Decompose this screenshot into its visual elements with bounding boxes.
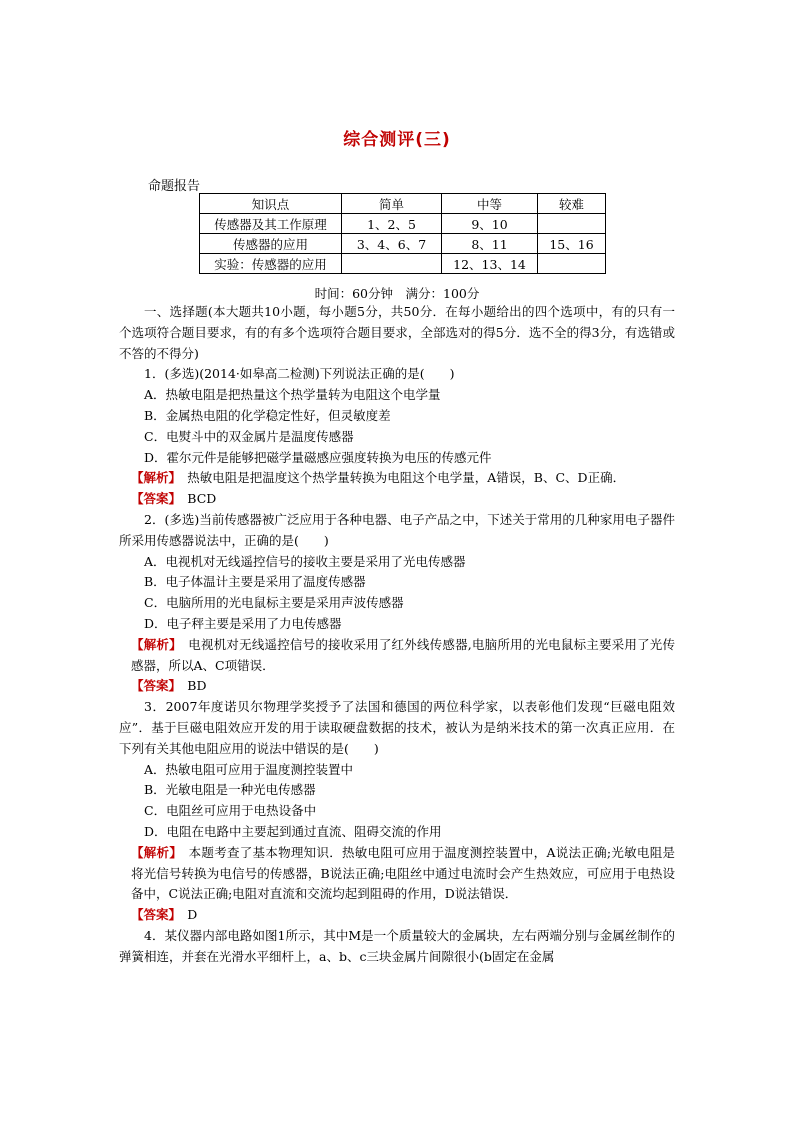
table-cell: 15、16 [538, 234, 606, 254]
question-stem: 4．某仪器内部电路如图1所示，其中M是一个质量较大的金属块，左右两端分别与金属丝制作的弹簧相连，并套在光滑水平细杆上，a、b、c三块金属片间隙很小(b固定在金属 [119, 927, 675, 964]
answer-tag: 【答案】 [131, 907, 175, 923]
question-option: C．电熨斗中的双金属片是温度传感器 [144, 428, 354, 444]
question-option: C．电脑所用的光电鼠标主要是采用声波传感器 [144, 595, 404, 611]
table-cell [342, 254, 442, 274]
table-header-cell: 中等 [442, 194, 538, 214]
answer-block [119, 489, 675, 510]
analysis-tag: 【解析】 [131, 844, 176, 860]
question-option: B．金属热电阻的化学稳定性好，但灵敏度差 [144, 407, 391, 423]
analysis-text: 本题考查了基本物理知识．热敏电阻可应用于温度测控装置中，A说法正确;光敏电阻是将光信号转换为电信号的传感器，B说法正确;电阻丝中通过电流时会产生热效应，可应用于电热设备中，C说法正确;电阻对直流和交流均起到阻碍的作用，D说法错误． [131, 844, 675, 902]
question-option: A．热敏电阻是把热量这个热学量转为电阻这个电学量 [144, 387, 441, 403]
question-option: B．电子体温计主要是采用了温度传感器 [144, 574, 366, 590]
section-intro: 一、选择题(本大题共10小题，每小题5分，共50分．在每小题给出的四个选项中，有的只有一个选项符合题目要求，有的有多个选项符合题目要求，全部选对的得5分．选不全的得3分，有选错或不答的不得分) [119, 304, 675, 361]
analysis-tag: 【解析】 [131, 470, 175, 486]
analysis-text: 电视机对无线遥控信号的接收采用了红外线传感器,电脑所用的光电鼠标主要采用了光传感器，所以A、C项错误． [131, 636, 675, 673]
question-option: A．电视机对无线遥控信号的接收主要是采用了光电传感器 [144, 553, 466, 569]
answer-text: D [187, 907, 198, 923]
report-label: 命题报告 [148, 179, 201, 194]
analysis-block [119, 468, 675, 489]
answer-text: BCD [187, 491, 217, 507]
question-option: B．光敏电阻是一种光电传感器 [144, 782, 316, 798]
question-option: C．电阻丝可应用于电热设备中 [144, 803, 317, 819]
table-cell [538, 214, 606, 234]
answer-text: BD [187, 678, 207, 694]
answer-tag: 【答案】 [131, 678, 175, 694]
question-content [119, 302, 675, 968]
page-title: 综合测评(三) [343, 130, 451, 150]
question-stem: 3．2007年度诺贝尔物理学奖授予了法国和德国的两位科学家，以表彰他们发现“巨磁电阻效应”．基于巨磁电阻效应开发的用于读取硬盘数据的技术，被认为是纳米技术的第一次真正应用．在下列有关其他电阻应用的说法中错误的是( ) [119, 699, 675, 756]
table-header-cell: 较难 [538, 194, 606, 214]
question-option: D．电阻在电路中主要起到通过直流、阻碍交流的作用 [144, 823, 442, 839]
analysis-text: 热敏电阻是把温度这个热学量转换为电阻这个电学量，A错误，B、C、D正确． [187, 470, 626, 486]
table-cell: 3、4、6、7 [342, 234, 442, 254]
table-cell: 8、11 [442, 234, 538, 254]
table-header-row [200, 194, 606, 214]
table-cell: 12、13、14 [442, 254, 538, 274]
table-cell [538, 254, 606, 274]
question-option: D．霍尔元件是能够把磁学量磁感应强度转换为电压的传感元件 [144, 449, 492, 465]
table-row [200, 234, 606, 254]
table-row [200, 254, 606, 274]
answer-block [119, 905, 675, 926]
answer-block [119, 676, 675, 697]
exam-time-score: 时间：60分钟 满分：100分 [314, 286, 480, 301]
table-cell: 1、2、5 [342, 214, 442, 234]
table-cell: 传感器及其工作原理 [200, 214, 342, 234]
table-header-cell: 简单 [342, 194, 442, 214]
report-table [199, 193, 606, 274]
analysis-block [119, 843, 675, 905]
question-stem: 2．(多选)当前传感器被广泛应用于各种电器、电子产品之中，下述关于常用的几种家用电子器件所采用传感器说法中，正确的是( ) [119, 511, 675, 548]
table-row [200, 214, 606, 234]
table-header-cell: 知识点 [200, 194, 342, 214]
analysis-block [119, 635, 675, 677]
question-stem: 1．(多选)(2014·如皋高二检测)下列说法正确的是( ) [144, 366, 455, 382]
analysis-tag: 【解析】 [131, 636, 176, 652]
question-option: D．电子秤主要是采用了力电传感器 [144, 615, 342, 631]
table-cell: 传感器的应用 [200, 234, 342, 254]
table-cell: 实验：传感器的应用 [200, 254, 342, 274]
answer-tag: 【答案】 [131, 491, 175, 507]
question-option: A．热敏电阻可应用于温度测控装置中 [144, 761, 354, 777]
table-cell: 9、10 [442, 214, 538, 234]
